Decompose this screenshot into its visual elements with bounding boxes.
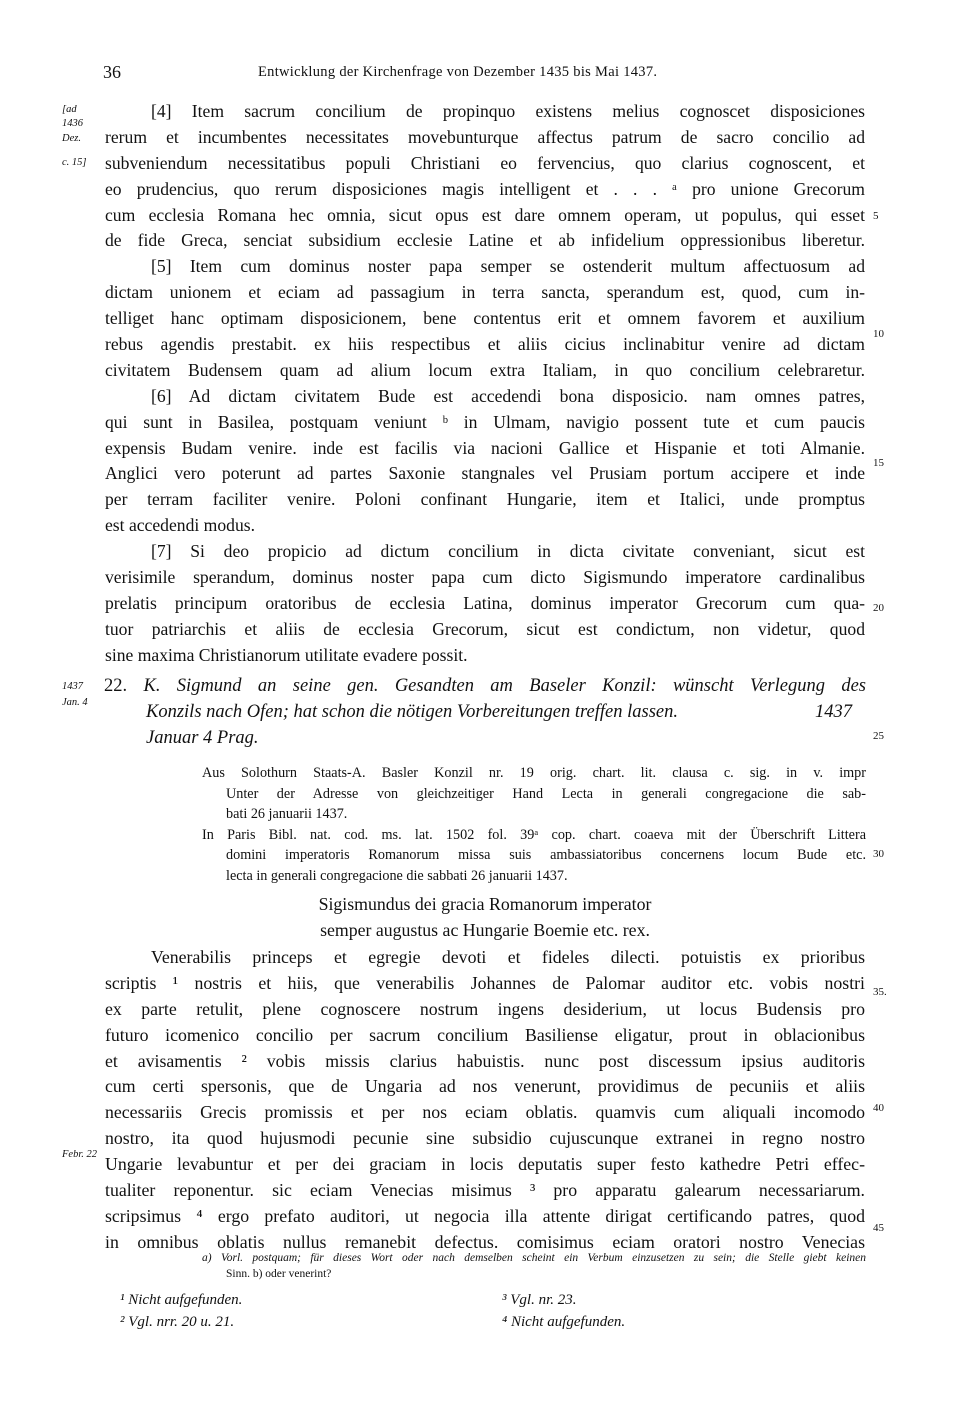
text-line: rerum et incumbentes necessitates movebunturque affectus patrum de sacro concilio ad [105, 126, 865, 147]
apparatus-line: Sinn. b) oder venerint? [226, 1268, 332, 1280]
text-line: civitatem Budensem quam ad alium locum extra Italiam, in quo concilium celebraretur. [105, 359, 865, 380]
document-number: 22. [104, 676, 128, 696]
margin-date-line-1: [ad [62, 104, 77, 115]
text-line: cum ecclesia Romana hec omnia, sicut opus est dare omnem operam, ut populus, qui esset [105, 204, 865, 225]
line-number-5: 5 [873, 210, 879, 222]
margin-date-line-3: Dez. [62, 133, 81, 144]
text-line: subveniendum necessitatibus populi Christiani eo fervencius, quo clarius cognoscent, et [105, 152, 865, 173]
text-line: est accedendi modus. [105, 515, 255, 536]
letter-line: Venerabilis princeps et egregie devoti et fideles dilecti. potuistis ex prioribus [151, 947, 865, 967]
letter-line: nostro, ita quod hujusmodi pecunie sine subsidio cujuscunque extranei in regno nostro [105, 1128, 865, 1149]
text-line: de fide Greca, senciat subsidium ecclesie Latine et ab infidelium oppressionibus liberetur. [105, 230, 865, 251]
text-line: eo prudencius, quo rerum disposiciones magis intelligent et . . . ᵃ pro unione Grecorum [105, 178, 865, 199]
letter-line: futuro icomenico concilio per sacrum concilium Basiliense eligatur, prout in oblacionibus [105, 1024, 865, 1045]
text-line: verisimile sperandum, dominus noster papa cum dicto Sigismundo imperatore cardinalibus [105, 567, 865, 588]
line-number-10: 10 [873, 328, 884, 340]
margin-date-febr: Febr. 22 [62, 1149, 97, 1160]
source-line: Unter der Adresse von gleichzeitiger Hand Lecta in generali congregacione die sab- [226, 785, 866, 802]
text-line: [4] Item sacrum concilium de propinquo existens melius cognoscet disposiciones [151, 101, 865, 121]
footnote-4: ⁴ Nicht aufgefunden. [502, 1314, 626, 1330]
text-line: per terram faciliter venire. Poloni confinant Hungarie, item et Italici, unde promptus [105, 489, 865, 510]
text-line: [6] Ad dictam civitatem Bude est accedendi bona disposicio. nam omnes patres, [151, 385, 865, 406]
letter-line: Ungarie levabuntur et per dei graciam in locis deputatis super festo kathedre Petri effec- [105, 1154, 865, 1175]
letter-line: et avisamentis ² vobis missis clarius habuistis. nunc post discessum ipsius auditoris [105, 1050, 865, 1071]
source-description [202, 763, 866, 886]
letter-line: scriptis ¹ nostris et hiis, que venerabilis Johannes de Palomar auditor etc. vobis nostri [105, 972, 865, 993]
text-line: qui sunt in Basilea, postquam veniunt ᵇ in Ulmam, navigio possent tute et cum paucis [105, 411, 865, 432]
line-number-35: 35. [873, 986, 887, 998]
text-line: sine maxima Christianorum utilitate evadere possit. [105, 644, 468, 665]
letter-line: in omnibus oblatis nullus remanebit defectus. comisimus eciam oratori nostro Venecias [105, 1231, 865, 1252]
letter-line: cum certi spersonis, que de Ungaria ad nos venerunt, providimus de pecuniis et aliis [105, 1076, 865, 1097]
text-line: [5] Item cum dominus noster papa semper se ostenderit multum affectuosum ad [151, 256, 865, 277]
salutation-line: semper augustus ac Hungarie Boemie etc. rex. [320, 919, 650, 940]
margin-doc-date-year: 1437 [62, 681, 83, 692]
footnote-1: ¹ Nicht aufgefunden. [120, 1292, 243, 1308]
text-line: Anglici vero poterunt ad partes Saxonie stangnales vel Prusiam portum accipere et inde [105, 463, 865, 484]
document-heading [104, 673, 866, 751]
footnote-2: ² Vgl. nrr. 20 u. 21. [120, 1314, 235, 1330]
source-line: Aus Solothurn Staats-A. Basler Konzil nr. 19 orig. chart. lit. clausa c. sig. in v. impr [202, 765, 866, 781]
line-number-20: 20 [873, 602, 884, 614]
line-number-15: 15 [873, 457, 884, 469]
salutation [105, 891, 865, 943]
apparatus-line: a) Vorl. postquam; für dieses Wort oder nach demselben scheint ein Verbum einzusetzen zu sein; die Stelle giebt keinen [202, 1252, 866, 1264]
page-number: 36 [103, 62, 121, 82]
salutation-line: Sigismundus dei gracia Romanorum imperator [318, 894, 652, 914]
source-line: bati 26 januarii 1437. [226, 806, 348, 822]
letter-line: scripsimus ⁴ ergo prefato auditori, ut negocia illa attente dirigat certificando patres, quod [105, 1205, 865, 1226]
line-number-30: 30 [873, 848, 884, 860]
text-line: prelatis principum oratoribus de ecclesia Latina, dominus imperator Grecorum cum qua- [105, 592, 865, 613]
source-line: lecta in generali congregacione die sabbati 26 januarii 1437. [226, 867, 568, 884]
text-line: dictam unionem et eciam ad passagium in terra sancta, sperandum est, quod, cum in- [105, 282, 865, 303]
text-line: expensis Budam venire. inde est facilis via nacioni Gallice et Hispanie et toti Almanie. [105, 437, 865, 458]
running-title: Entwicklung der Kirchenfrage von Dezember 1435 bis Mai 1437. [258, 64, 658, 80]
source-line: domini imperatoris Romanorum missa suis ambassiatoribus concernens locum Bude etc. [226, 847, 866, 863]
letter-line: ex parte retulit, plene cognoscere nostrum ingens desiderium, ut locus Budensis pro [105, 998, 865, 1019]
critical-apparatus [202, 1250, 866, 1282]
line-number-45: 45 [873, 1222, 884, 1234]
margin-date-line-2: 1436 [62, 118, 83, 129]
text-line: tuor patriarchis et aliis de ecclesia Grecorum, sicut est condictum, non videtur, quod [105, 618, 865, 639]
heading-line-3: Januar 4 Prag. [146, 728, 259, 748]
heading-line-1: K. Sigmund an seine gen. Gesandten am Baseler Konzil: wünscht Verlegung des [143, 676, 866, 696]
section-body-text [105, 99, 865, 669]
footnote-3: ³ Vgl. nr. 23. [502, 1292, 577, 1308]
letter-text [105, 945, 865, 1256]
text-line: rebus agendis prestabit. ex hiis respectibus et aliis cicius inclinabitur venire ad dictam [105, 334, 865, 355]
text-line: telliget hanc optimam disposicionem, bene contentus erit et omnem favorem et auxilium [105, 308, 865, 329]
line-number-40: 40 [873, 1102, 884, 1114]
letter-line: tualiter reponentur. sic eciam Venecias misimus ³ pro apparatu galearum necessariarum. [105, 1180, 865, 1201]
margin-date-line-4: c. 15] [62, 157, 87, 168]
heading-line-2: Konzils nach Ofen; hat schon die nötigen Vorbereitungen treffen lassen. [146, 702, 678, 722]
line-number-25: 25 [873, 730, 884, 742]
heading-date-year: 1437 [815, 702, 852, 722]
margin-doc-date-day: Jan. 4 [62, 697, 88, 708]
letter-line: necessariis Grecis promissis et per nos eciam oblatis. quamvis cum aliquali incomodo [105, 1102, 865, 1123]
text-line: [7] Si deo propicio ad dictum concilium in dicta civitate conveniant, sicut est [151, 541, 865, 562]
page-header [0, 62, 960, 86]
source-line: In Paris Bibl. nat. cod. ms. lat. 1502 fol. 39ᵃ cop. chart. coaeva mit der Überschrift Littera [202, 826, 866, 843]
